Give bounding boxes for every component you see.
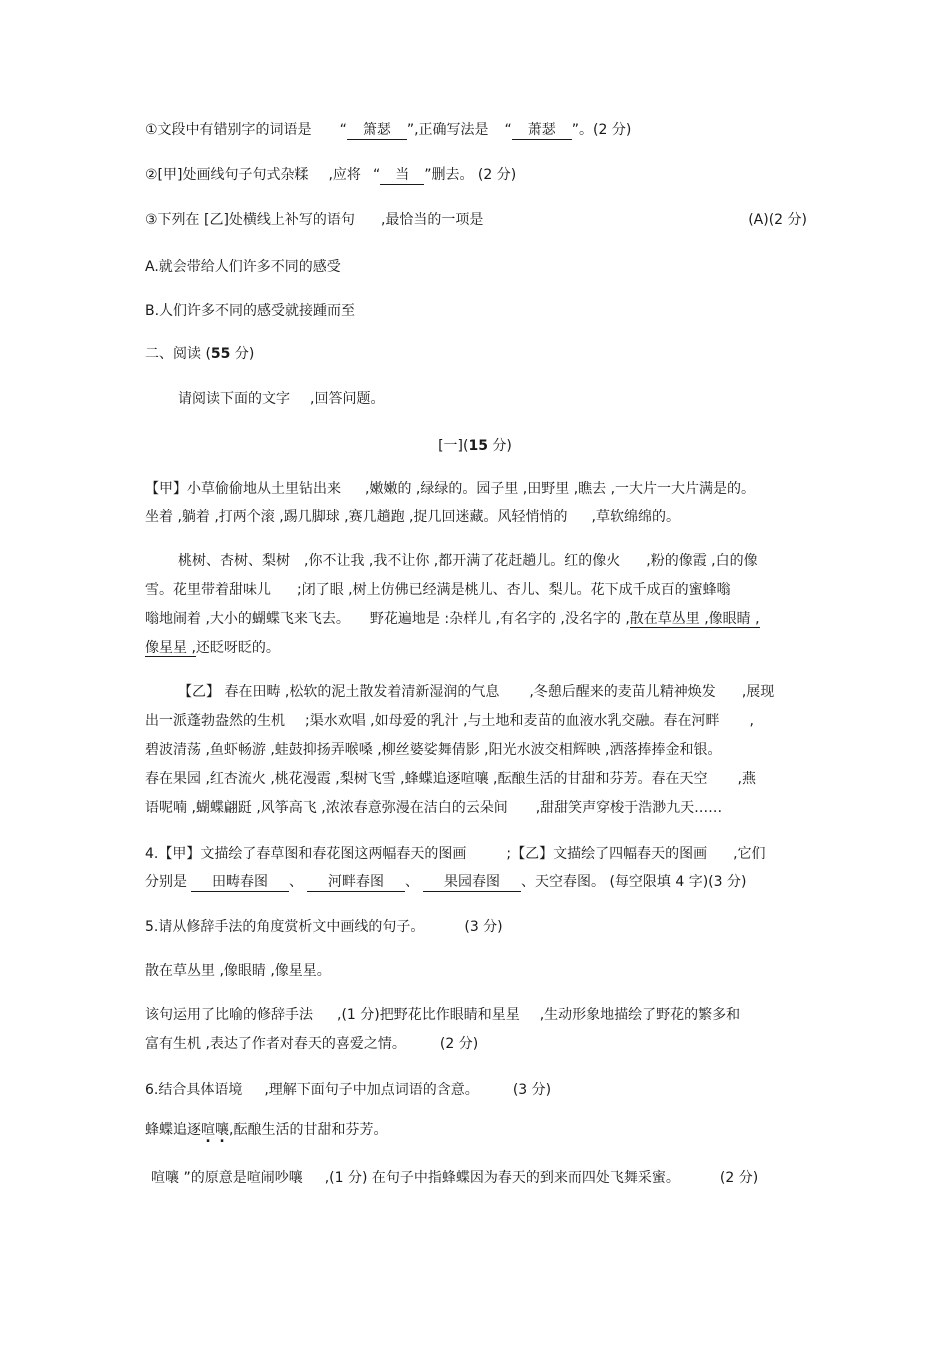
passage-text: 春在果园 ,红杏流火 ,桃花漫霞 ,梨树飞雪 ,蜂蝶追逐喧嚷 ,酝酿生活的甘甜和芬芳。春在天空 <box>145 771 708 787</box>
instruction-text: 请阅读下面的文字 <box>178 391 290 407</box>
separator: 、 <box>289 874 303 890</box>
instruction-text: ,回答问题。 <box>310 391 385 407</box>
item-text: ③下列在 [乙]处横线上补写的语句 <box>145 212 355 228</box>
part-heading-text: 分) <box>487 438 512 454</box>
section-title <box>145 344 254 364</box>
passage-text: ,草软绵绵的。 <box>591 509 680 525</box>
underlined-sentence: 散在草丛里 ,像眼睛 , <box>629 611 760 627</box>
passage-text: ,燕 <box>737 771 756 787</box>
passage-yi-line: 碧波清荡 ,鱼虾畅游 ,蛙鼓抑扬弄喉嗓 ,柳丝婆娑舞倩影 ,阳光水波交相辉映 ,洒落捧捧金和银。 <box>145 742 722 758</box>
section-title-text: 二、阅读 ( <box>145 346 211 362</box>
item-text: ”。(2 分) <box>571 122 632 138</box>
answer-blank-correct-word: 萧瑟 <box>512 121 572 140</box>
passage-jia-line <box>145 638 280 658</box>
sentence-text: 蜂蝶追逐 <box>145 1122 201 1138</box>
question-text: ;【乙】文描绘了四幅春天的图画 <box>506 846 708 862</box>
passage-jia-line <box>145 580 731 600</box>
answer-blank-1: 田畴春图 <box>191 873 289 892</box>
reading-instruction <box>178 389 384 409</box>
passage-text: ,展现 <box>741 684 775 700</box>
answer-text: ,(1 分) 在句子中指蜂蝶因为春天的到来而四处飞舞采蜜。 <box>324 1170 680 1186</box>
passage-text: 还眨呀眨的。 <box>195 640 280 656</box>
dotted-character: 嚷 <box>215 1122 229 1138</box>
question-5 <box>145 917 503 937</box>
underlined-sentence: 像星星 , <box>145 640 196 656</box>
passage-text: ,粉的像霞 ,白的像 <box>646 553 758 569</box>
answer-blank-wrong-word: 箫瑟 <box>347 121 407 140</box>
passage-text: 桃树、杏树、梨树 <box>178 553 290 569</box>
question-5-answer <box>145 1034 478 1054</box>
question-text: 4.【甲】文描绘了春草图和春花图这两幅春天的图画 <box>145 846 467 862</box>
sentence-text: ,酝酿生活的甘甜和芬芳。 <box>229 1122 388 1138</box>
item-answer: (A)(2 分) <box>748 212 807 228</box>
passage-text: ,甜甜笑声穿梭于浩渺九天…… <box>535 800 723 816</box>
item-text: ”,正确写法是 <box>406 122 489 138</box>
passage-text: ,嫩嫩的 ,绿绿的。园子里 ,田野里 ,瞧去 ,一大片一大片满是的。 <box>365 481 756 497</box>
answer-text: 该句运用了比喻的修辞手法 <box>145 1007 313 1023</box>
question-4-answers <box>145 872 746 892</box>
answer-text: 富有生机 ,表达了作者对春天的喜爱之情。 <box>145 1036 406 1052</box>
answer-text: ,(1 分)把野花比作眼睛和星星 <box>337 1007 520 1023</box>
answer-blank-word: 当 <box>380 166 424 185</box>
quote-mark: “ <box>372 167 381 183</box>
question-score: (3 分) <box>464 919 503 935</box>
question-4-line <box>145 844 766 864</box>
passage-yi-line <box>145 769 756 789</box>
dotted-character: 喧 <box>201 1122 215 1138</box>
passage-text: 嗡地闹着 ,大小的蝴蝶飞来飞去。 <box>145 611 350 627</box>
passage-text: 【乙】 春在田畴 ,松软的泥土散发着清新湿润的气息 <box>178 684 500 700</box>
question-1-item-2 <box>145 165 516 185</box>
question-6-answer <box>151 1168 758 1188</box>
passage-jia-line <box>145 479 755 499</box>
answer-blank-2: 河畔春图 <box>307 873 405 892</box>
item-text: ”删去。 (2 分) <box>424 167 517 183</box>
question-6-sentence <box>145 1120 387 1140</box>
question-text: 、天空春图。 (每空限填 4 字)(3 分) <box>521 874 747 890</box>
passage-yi-line <box>145 798 722 818</box>
question-1-item-1 <box>145 120 631 140</box>
question-text: ,理解下面句子中加点词语的含意。 <box>264 1082 479 1098</box>
passage-text: ,冬憩后醒来的麦苗儿精神焕发 <box>529 684 716 700</box>
passage-text: ;闭了眼 ,树上仿佛已经满是桃儿、杏儿、梨儿。花下成千成百的蜜蜂嗡 <box>297 582 731 598</box>
question-5-answer <box>145 1005 740 1025</box>
part-heading <box>0 436 950 456</box>
passage-yi-line <box>145 711 754 731</box>
quote-mark: “ <box>339 122 347 138</box>
answer-score: (2 分) <box>439 1036 479 1052</box>
question-text: 5.请从修辞手法的角度赏析文中画线的句子。 <box>145 919 425 935</box>
question-score: (3 分) <box>512 1082 552 1098</box>
passage-text: 【甲】小草偷偷地从土里钻出来 <box>145 481 341 497</box>
question-text: ,它们 <box>733 846 766 862</box>
passage-text: 坐着 ,躺着 ,打两个滚 ,踢几脚球 ,赛几趟跑 ,捉几回迷藏。风轻悄悄的 <box>145 509 568 525</box>
item-text: ①文段中有错别字的词语是 <box>145 122 312 138</box>
question-1-item-3 <box>145 210 807 230</box>
section-title-text: 分) <box>230 346 255 362</box>
part-score: 15 <box>468 438 488 454</box>
passage-jia-line <box>145 507 680 527</box>
passage-text: ,你不让我 ,我不让你 ,都开满了花赶趟儿。红的像火 <box>304 553 621 569</box>
answer-blank-3: 果园春图 <box>423 873 521 892</box>
passage-yi-line <box>178 682 774 702</box>
quote-mark: “ <box>504 122 512 138</box>
option-b: B.人们许多不同的感受就接踵而至 <box>145 303 356 319</box>
passage-jia-line <box>178 551 758 571</box>
passage-text: ;渠水欢唱 ,如母爱的乳汁 ,与土地和麦苗的血液水乳交融。春在河畔 <box>305 713 720 729</box>
part-heading-text: [一]( <box>438 438 469 454</box>
item-text: ②[甲]处画线句子句式杂糅 <box>145 167 309 183</box>
answer-text: ,生动形象地描绘了野花的繁多和 <box>539 1007 741 1023</box>
question-text: 分别是 <box>145 874 187 890</box>
question-6 <box>145 1080 551 1100</box>
passage-jia-line <box>145 609 760 629</box>
passage-text: 雪。花里带着甜味儿 <box>145 582 271 598</box>
item-text: ,最恰当的一项是 <box>380 212 484 228</box>
section-score: 55 <box>210 346 231 362</box>
passage-text: 野花遍地是 :杂样儿 ,有名字的 ,没名字的 , <box>369 611 630 627</box>
passage-text: 语呢喃 ,蝴蝶翩跹 ,风筝高飞 ,浓浓春意弥漫在洁白的云朵间 <box>145 800 508 816</box>
question-text: 6.结合具体语境 <box>145 1082 243 1098</box>
passage-text: 出一派蓬勃盎然的生机 <box>145 713 285 729</box>
answer-score: (2 分) <box>719 1170 759 1186</box>
passage-text: , <box>749 713 754 729</box>
question-5-sentence: 散在草丛里 ,像眼睛 ,像星星。 <box>145 963 331 979</box>
option-a: A.就会带给人们许多不同的感受 <box>145 259 341 275</box>
separator: 、 <box>405 874 419 890</box>
item-text: ,应将 <box>328 167 361 183</box>
answer-text: 喧嚷 ”的原意是喧闹吵嚷 <box>151 1170 303 1186</box>
